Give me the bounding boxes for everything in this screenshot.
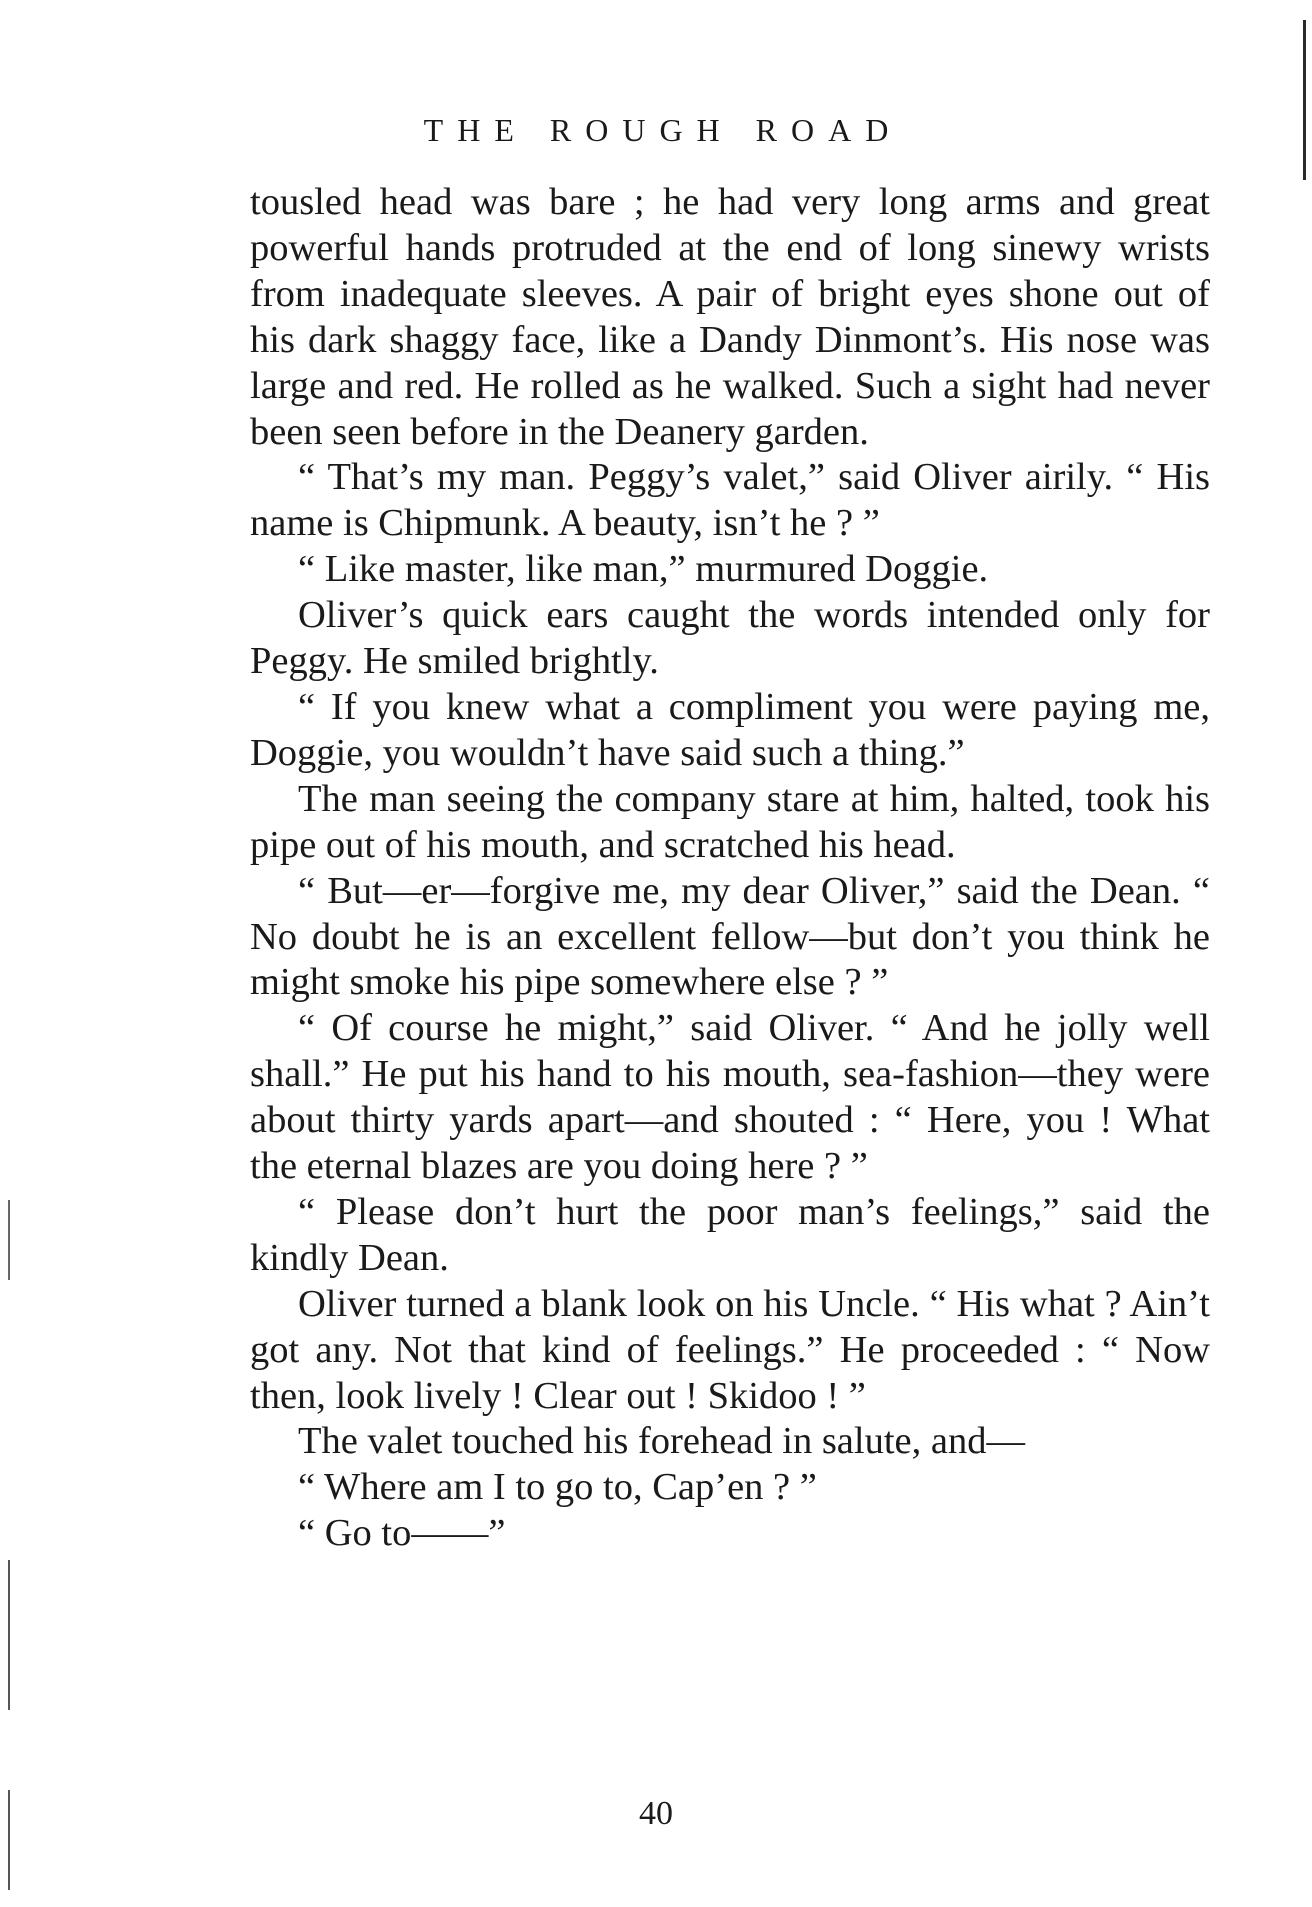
paragraph: “ Where am I to go to, Cap’en ? ”	[298, 1466, 817, 1509]
paragraph: “ If you knew what a compliment you were paying me, Doggie, you wouldn’t have said such a thing.”	[250, 685, 1210, 774]
paragraph: “ Please don’t hurt the poor man’s feelings,” said the kindly Dean.	[250, 1190, 1210, 1279]
paragraph: “ That’s my man. Peggy’s valet,” said Oliver airily. “ His name is Chipmunk. A beauty, isn’t he ? ”	[250, 456, 1210, 545]
scan-edge-left-bottom	[8, 1790, 10, 1890]
paragraph: “ Of course he might,” said Oliver. “ And he jolly well shall.” He put his hand to his mouth, sea-fashion—they were about thirty yards apart—and shouted : “ Here, you ! What the eternal blazes are you doing here ? ”	[250, 1007, 1210, 1188]
scan-edge-left-lower	[8, 1560, 10, 1710]
body-text	[250, 180, 1210, 1557]
page-number: 40	[639, 1795, 673, 1832]
paragraph: The valet touched his forehead in salute, and—	[298, 1420, 1025, 1463]
paragraph: tousled head was bare ; he had very long arms and great powerful hands protruded at the end of long sinewy wrists from inadequate sleeves. A pair of bright eyes shone out of his dark shaggy face, like a Dandy Dinmont’s. His nose was large and red. He rolled as he walked. Such a sight had never been seen before in the Deanery garden.	[250, 181, 1210, 453]
scan-edge-right	[1303, 20, 1306, 180]
running-head: THE ROUGH ROAD	[423, 112, 903, 148]
paragraph: Oliver turned a blank look on his Uncle. “ His what ? Ain’t got any. Not that kind of feelings.” He proceeded : “ Now then, look lively ! Clear out ! Skidoo ! ”	[250, 1282, 1210, 1417]
paragraph: “ Go to——”	[298, 1512, 506, 1555]
paragraph: “ But—er—forgive me, my dear Oliver,” said the Dean. “ No doubt he is an excellent fellow—but don’t you think he might smoke his pipe somewhere else ? ”	[250, 869, 1210, 1004]
scan-edge-left	[8, 1200, 10, 1280]
paragraph: The man seeing the company stare at him, halted, took his pipe out of his mouth, and scratched his head.	[250, 777, 1210, 866]
paragraph: “ Like master, like man,” murmured Doggie.	[298, 548, 989, 591]
paragraph: Oliver’s quick ears caught the words intended only for Peggy. He smiled brightly.	[250, 594, 1210, 683]
